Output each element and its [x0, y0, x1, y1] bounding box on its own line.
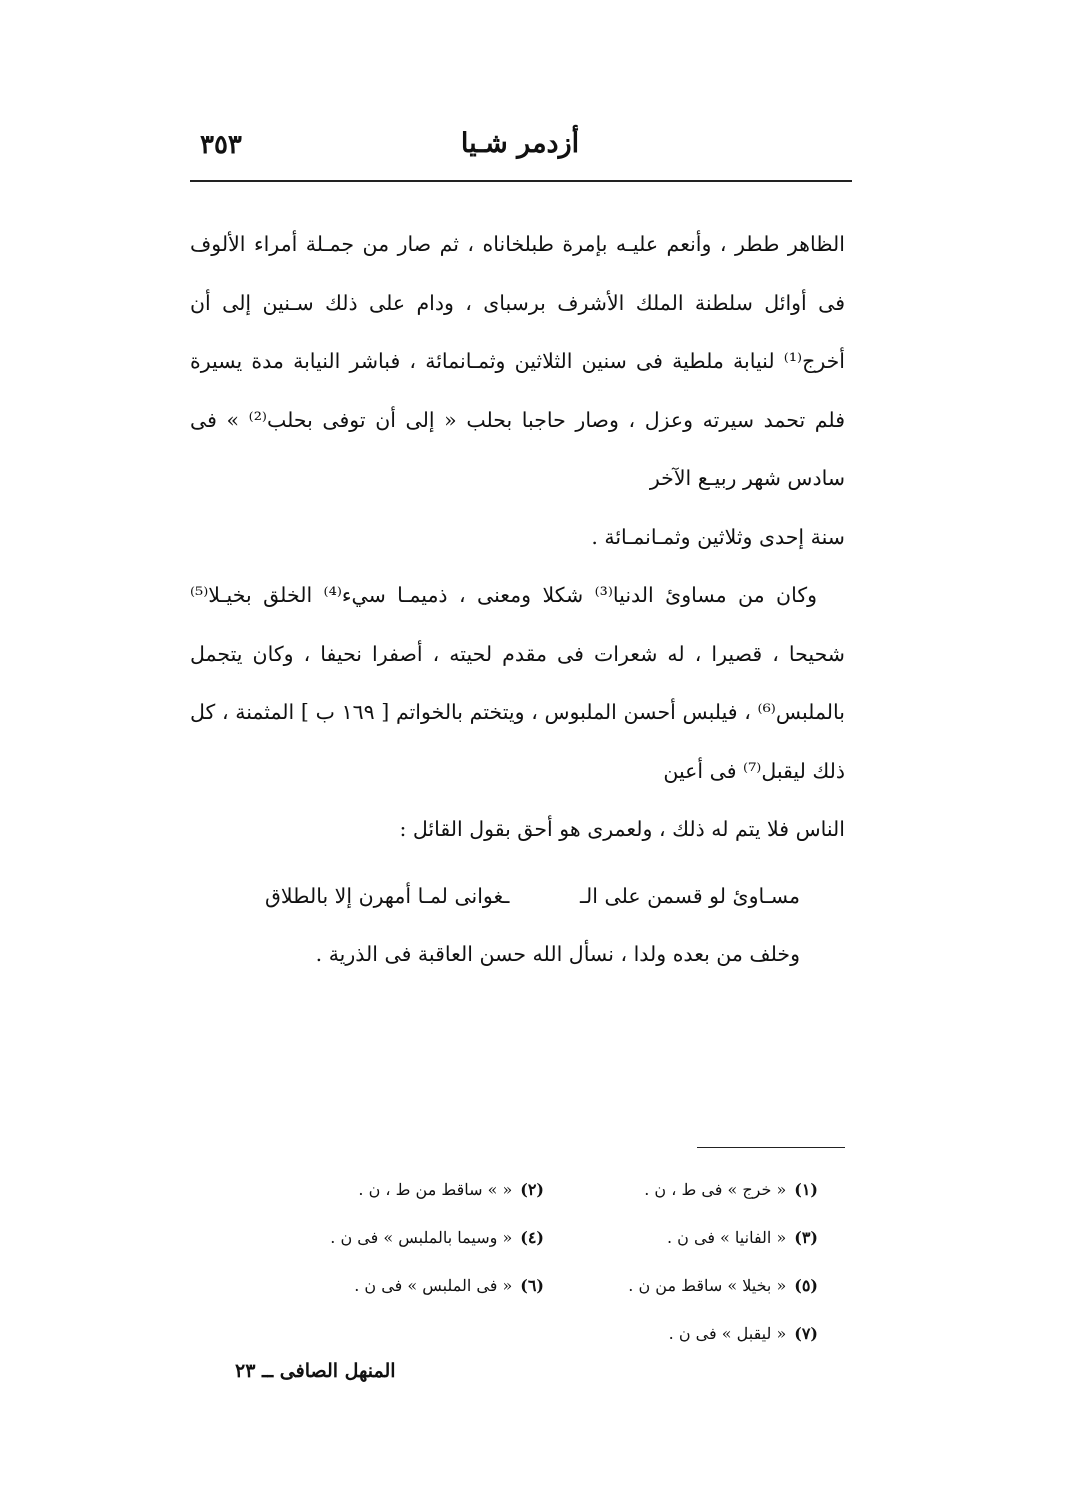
footnote-text: « خرج » فى ط ، ن . — [644, 1179, 787, 1199]
printer-signature: المنهل الصافى ــ ٢٣ — [235, 1360, 396, 1382]
footnote-number: (٦) — [520, 1275, 544, 1295]
footnote — [270, 1276, 544, 1295]
footnote — [544, 1276, 818, 1295]
paragraph-2-end: الناس فلا يتم له ذلك ، ولعمرى هو أحق بقول القائل : — [399, 817, 845, 841]
footnote — [544, 1180, 818, 1199]
footnote-row — [270, 1165, 818, 1213]
footnote-rule — [697, 1147, 845, 1148]
closing-line: وخلف من بعده ولدا ، نسأل الله حسن العاقبة فى الذرية . — [315, 942, 800, 966]
footnote-text: « » ساقط من ط ، ن . — [358, 1179, 513, 1199]
footnote-row — [270, 1309, 818, 1357]
footnote-number: (٤) — [520, 1227, 544, 1247]
poetry-verse — [190, 867, 845, 926]
footnote-row — [270, 1213, 818, 1261]
footnote — [270, 1228, 544, 1247]
verse-first-hemistich: مسـاوئ لو قسمن على الـ — [580, 883, 800, 908]
footnote-number: (١) — [794, 1179, 818, 1199]
footnote — [544, 1324, 818, 1343]
footnote-number: (٥) — [794, 1275, 818, 1295]
footnote-number: (٣) — [794, 1227, 818, 1247]
footnote-number: (٧) — [794, 1323, 818, 1343]
paragraph-2: وكان من مساوئ الدنيا⁽³⁾ شكلا ومعنى ، ذميمـا سيء⁽⁴⁾ الخلق بخيـلا⁽⁵⁾ شحيحا ، قصيرا ، له شعرات فى مقدم لحيته ، أصفرا نحيفا ، وكان يتجمل بالملبس⁽⁶⁾ ، فيلبس أحسن الملبوس ، ويتختم بالخواتم [ ١٦٩ ب ] المثمنة ، كل ذلك ليقبل⁽⁷⁾ فى أعين — [190, 583, 845, 783]
footnote-row — [270, 1261, 818, 1309]
footnote — [544, 1228, 818, 1247]
footnote — [270, 1180, 544, 1199]
footnote-text: « الفانيا » فى ن . — [666, 1227, 787, 1247]
page-number: ٣٥٣ — [200, 130, 242, 160]
header-rule — [190, 180, 852, 182]
footnote-text: « فى الملبس » فى ن . — [354, 1275, 513, 1295]
verse-second-hemistich: ـغوانى لمـا أمهرن إلا بالطلاق — [265, 883, 510, 908]
paragraph-1: الظاهر ططر ، وأنعم عليـه بإمرة طبلخاناه ، ثم صار من جمـلة أمراء الألوف فى أوائل سلطنة الملك الأشرف برسباى ، ودام على ذلك سـنين إلى أن أخرج⁽¹⁾ لنيابة ملطية فى سنين الثلاثين وثمـانمائة ، فباشر النيابة مدة يسيرة فلم تحمد سيرته وعزل ، وصار حاجبا بحلب « إلى أن توفى بحلب⁽²⁾ » فى سادس شهر ربيـع الآخر — [190, 232, 846, 490]
footnote-text: « ليقبل » فى ن . — [668, 1323, 787, 1343]
footnote-text: « بخيلا » ساقط من ن . — [628, 1275, 787, 1295]
footnotes — [270, 1165, 818, 1357]
running-title: أزدمر شـيا — [460, 128, 580, 159]
footnote-text: « وسيما بالملبس » فى ن . — [330, 1227, 513, 1247]
footnote-number: (٢) — [520, 1179, 544, 1199]
main-text — [190, 215, 845, 984]
page-header — [190, 128, 850, 168]
paragraph-1-end: سنة إحدى وثلاثين وثمـانمـائة . — [591, 524, 845, 549]
